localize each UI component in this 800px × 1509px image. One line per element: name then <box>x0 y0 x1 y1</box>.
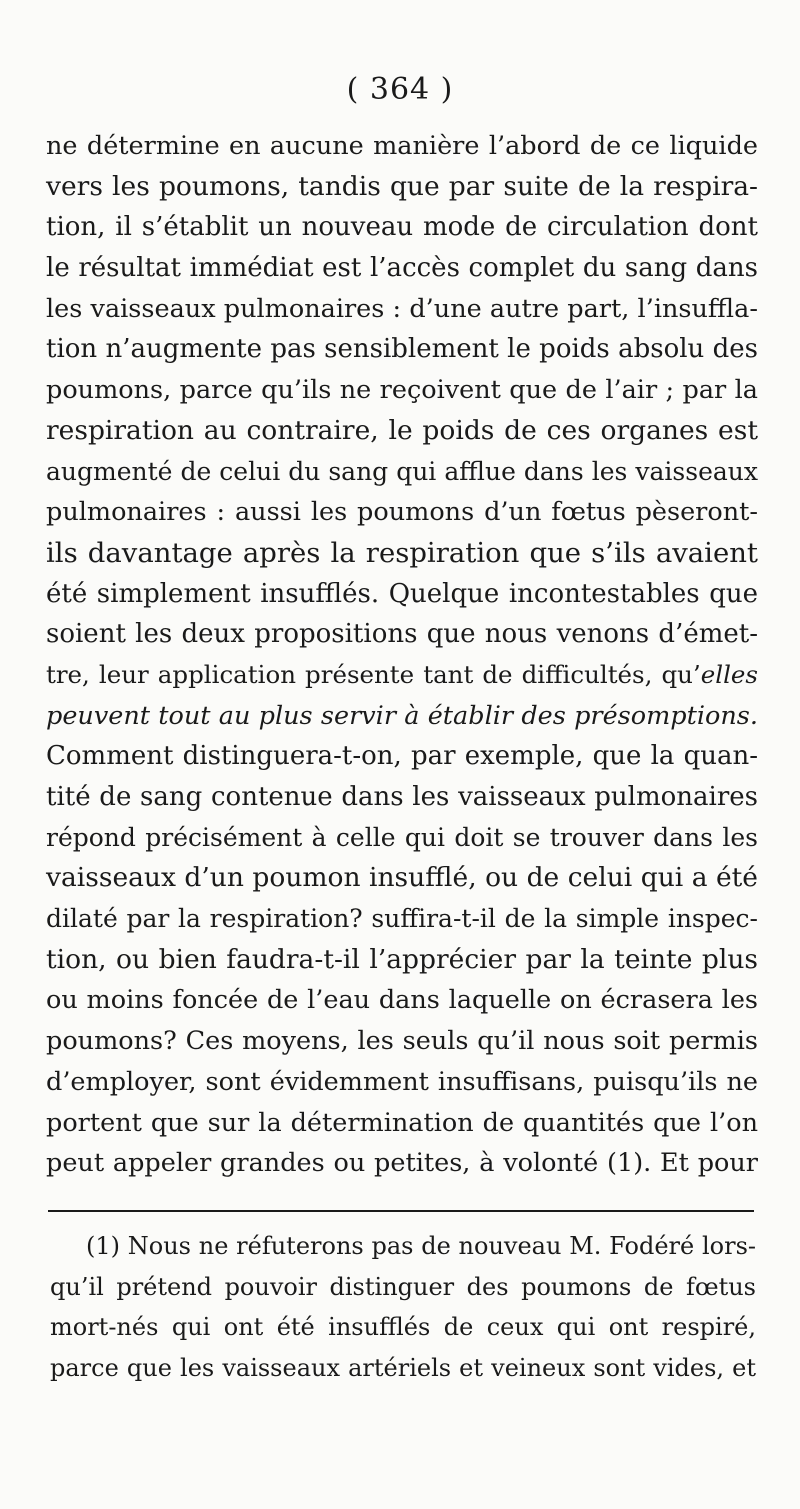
italic-segment: elles <box>700 659 758 689</box>
text-line: portent que sur la détermination de quantités que l’on <box>46 1107 758 1138</box>
text-line: tion, il s’établit un nouveau mode de circulation dont <box>46 212 758 243</box>
text-line: ne détermine en aucune manière l’abord de ce liquide <box>46 131 758 161</box>
text-line: ils davantage après la respiration que s’ils avaient <box>46 536 758 569</box>
italic-segment: peuvent tout au plus servir à établir des présomptions. <box>46 700 758 731</box>
footnote-line: (1) Nous ne réfuterons pas de nouveau M. Fodéré lors- <box>86 1232 756 1260</box>
text-segment: tre, leur application présente tant de difficultés, qu’ <box>46 659 701 689</box>
text-line: dilaté par la respiration? suffira-t-il de la simple inspec- <box>46 904 758 934</box>
text-line: poumons, parce qu’ils ne reçoivent que de l’air ; par la <box>46 375 758 406</box>
text-line: vers les poumons, tandis que par suite de la respira- <box>46 170 758 202</box>
page-number: ( 364 ) <box>346 72 454 107</box>
text-line: pulmonaires : aussi les poumons d’un fœtus pèseront- <box>46 497 758 528</box>
text-line: peut appeler grandes ou petites, à volonté (1). Et pour <box>46 1148 758 1179</box>
footnote-divider <box>48 1210 754 1212</box>
footnote-line: parce que les vaisseaux artériels et veineux sont vides, et <box>50 1353 756 1382</box>
text-line: vaisseaux d’un poumon insufflé, ou de celui qui a été <box>46 862 758 894</box>
text-line: augmenté de celui du sang qui afflue dans les vaisseaux <box>46 456 758 486</box>
text-line: été simplement insufflés. Quelque incontestables que <box>46 578 758 609</box>
text-line: le résultat immédiat est l’accès complet du sang dans <box>46 253 758 284</box>
text-line: tion n’augmente pas sensiblement le poids absolu des <box>46 334 758 365</box>
text-line: répond précisément à celle qui doit se trouver dans les <box>46 822 758 852</box>
text-line-mixed <box>46 655 758 696</box>
text-line: respiration au contraire, le poids de ces organes est <box>46 414 758 446</box>
footnote-line: mort-nés qui ont été insufflés de ceux qui ont respiré, <box>50 1313 756 1341</box>
footnote-line: qu’il prétend pouvoir distinguer des poumons de fœtus <box>50 1272 756 1301</box>
text-line: les vaisseaux pulmonaires : d’une autre part, l’insuffla- <box>46 293 758 324</box>
text-line: poumons? Ces moyens, les seuls qu’il nous soit permis <box>46 1026 758 1057</box>
main-text <box>46 126 758 1184</box>
text-line: tité de sang contenue dans les vaisseaux pulmonaires <box>46 782 758 812</box>
text-line: soient les deux propositions que nous venons d’émet- <box>46 619 758 650</box>
text-line: tion, ou bien faudra-t-il l’apprécier par la teinte plus <box>46 943 758 975</box>
footnote <box>50 1226 756 1388</box>
text-line: Comment distinguera-t-on, par exemple, que la quan- <box>46 741 758 772</box>
text-line-italic <box>46 696 758 737</box>
text-line: d’employer, sont évidemment insuffisans, puisqu’ils ne <box>46 1066 758 1097</box>
text-line: ou moins foncée de l’eau dans laquelle on écrasera les <box>46 985 758 1016</box>
